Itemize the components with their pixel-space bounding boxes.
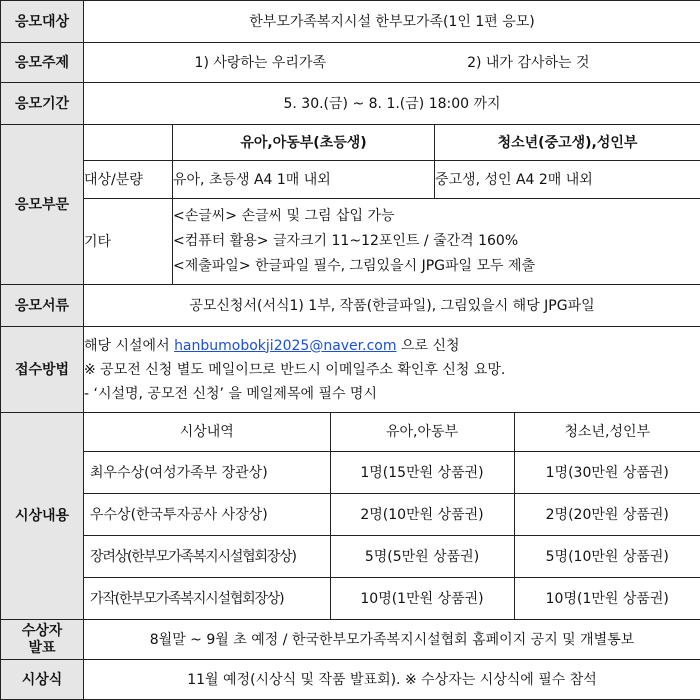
submission-value (84, 327, 700, 413)
announcement-label-line-1: 수상자 (1, 623, 83, 640)
ceremony-label: 시상식 (1, 660, 84, 700)
period-label: 응모기간 (1, 83, 84, 125)
awards-cell (84, 413, 700, 620)
awards-label: 시상내용 (1, 413, 84, 620)
awards-header-adult: 청소년,성인부 (514, 413, 700, 452)
submission-line-3: - ‘시설명, 공모전 신청’ 을 메일제목에 필수 명시 (84, 382, 700, 406)
category-etc-label: 기타 (84, 199, 173, 285)
category-label: 응모부문 (1, 125, 84, 285)
period-row (1, 83, 700, 125)
category-size-label: 대상/분량 (84, 161, 173, 199)
award-adult: 1명(30만원 상품권) (514, 452, 700, 494)
submission-line-1 (84, 334, 700, 358)
award-child: 10명(1만원 상품권) (330, 578, 514, 620)
target-value: 한부모가족복지시설 한부모가족(1인 1편 응모) (84, 1, 700, 43)
period-value: 5. 30.(금) ~ 8. 1.(금) 18:00 까지 (84, 83, 700, 125)
submission-label: 접수방법 (1, 327, 84, 413)
award-adult: 5명(10만원 상품권) (514, 536, 700, 578)
awards-table (84, 413, 700, 619)
award-child: 1명(15만원 상품권) (330, 452, 514, 494)
announcement-label (1, 620, 84, 660)
category-size-child: 유아, 초등생 A4 1매 내외 (173, 161, 435, 199)
category-size-row (1, 161, 700, 199)
submission-prefix: 해당 시설에서 (84, 338, 170, 354)
awards-header-name: 시상내역 (84, 413, 330, 452)
award-name: 장려상(한부모가족복지시설협회장상) (84, 536, 330, 578)
theme-item-1: 1) 사랑하는 우리가족 (195, 53, 326, 73)
target-row (1, 1, 700, 43)
documents-value: 공모신청서(서식1) 1부, 작품(한글파일), 그림있을시 해당 JPG파일 (84, 285, 700, 327)
awards-row (1, 413, 700, 620)
awards-header-child: 유아,아동부 (330, 413, 514, 452)
submission-row (1, 327, 700, 413)
category-header-adult: 청소년(중고생),성인부 (435, 125, 700, 161)
category-header-child: 유아,아동부(초등생) (173, 125, 435, 161)
theme-value (84, 43, 700, 83)
award-name: 우수상(한국투자공사 사장상) (84, 494, 330, 536)
announcement-row (1, 620, 700, 660)
category-etc-value (173, 199, 700, 285)
award-name: 가작(한부모가족복지시설협회장상) (84, 578, 330, 620)
announcement-value: 8월말 ~ 9월 초 예정 / 한국한부모가족복지시설협회 홈페이지 공지 및 개별통보 (84, 620, 700, 660)
awards-row-excellence (84, 494, 700, 536)
award-child: 2명(10만원 상품권) (330, 494, 514, 536)
category-header-row (1, 125, 700, 161)
target-label: 응모대상 (1, 1, 84, 43)
award-adult: 2명(20만원 상품권) (514, 494, 700, 536)
awards-row-honorable (84, 578, 700, 620)
documents-label: 응모서류 (1, 285, 84, 327)
submission-email-link[interactable]: hanbumobokji2025@naver.com (174, 338, 396, 354)
category-etc-row (1, 199, 700, 285)
announcement-label-line-2: 발표 (1, 640, 83, 657)
submission-suffix: 으로 신청 (401, 338, 460, 354)
documents-row (1, 285, 700, 327)
award-child: 5명(5만원 상품권) (330, 536, 514, 578)
etc-line-handwriting: <손글씨> 손글씨 및 그림 삽입 가능 (173, 204, 700, 229)
etc-line-computer: <컴퓨터 활용> 글자크기 11~12포인트 / 줄간격 160% (173, 229, 700, 254)
theme-label: 응모주제 (1, 43, 84, 83)
ceremony-row (1, 660, 700, 700)
awards-row-grand (84, 452, 700, 494)
category-size-adult: 중고생, 성인 A4 2매 내외 (435, 161, 700, 199)
submission-line-2: ※ 공모전 신청 별도 메일이므로 반드시 이메일주소 확인후 신청 요망. (84, 358, 700, 382)
award-name: 최우수상(여성가족부 장관상) (84, 452, 330, 494)
awards-row-encouragement (84, 536, 700, 578)
ceremony-value: 11월 예정(시상식 및 작품 발표회). ※ 수상자는 시상식에 필수 참석 (84, 660, 700, 700)
awards-header-row (84, 413, 700, 452)
theme-row (1, 43, 700, 83)
theme-item-2: 2) 내가 감사하는 것 (467, 53, 589, 73)
category-header-blank (84, 125, 173, 161)
etc-line-file: <제출파일> 한글파일 필수, 그림있을시 JPG파일 모두 제출 (173, 254, 700, 279)
award-adult: 10명(1만원 상품권) (514, 578, 700, 620)
